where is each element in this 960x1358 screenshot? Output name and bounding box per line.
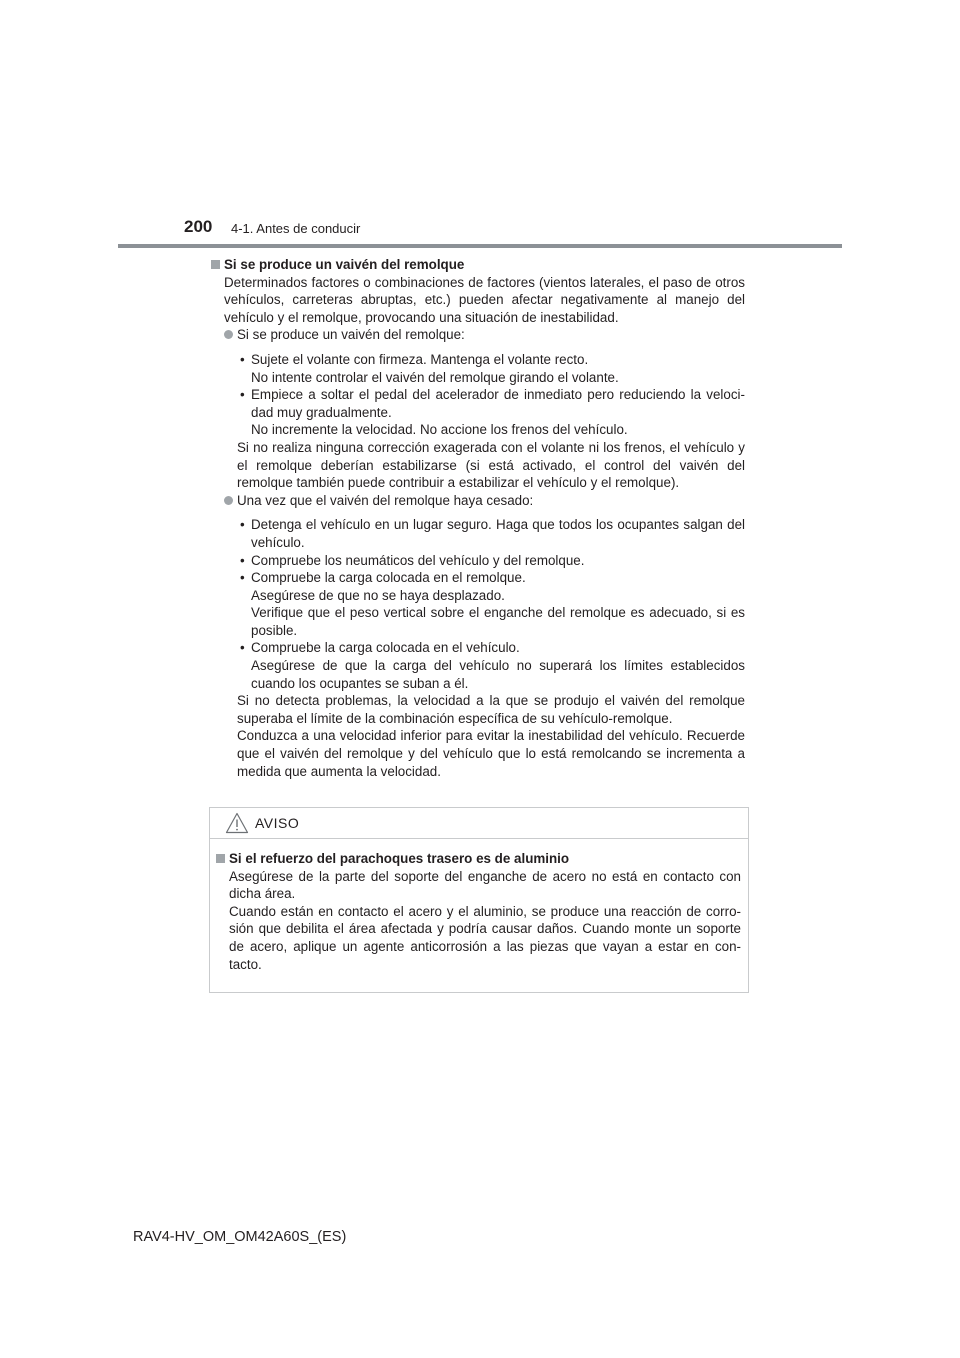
swaying-steps	[211, 351, 745, 492]
warning-content	[216, 850, 741, 973]
page-number: 200	[184, 217, 213, 236]
swaying-note: Si no realiza ninguna corrección exagerada con el volante ni los frenos, el vehículo y el remolque deberían estabilizarse (si está activado, el control del vaivén del remolque también puede contribuir a estabilizar el vehículo y el remolque).	[237, 439, 745, 491]
section-title: 4-1. Antes de conducir	[231, 221, 361, 236]
warning-label: AVISO	[255, 815, 300, 831]
step-steering: • Sujete el volante con firmeza. Mantenga el volante recto. No intente controlar el vaivén del remolque girando el volante.	[240, 351, 619, 385]
after-swaying-steps	[211, 516, 745, 780]
circle-bullet-icon	[224, 330, 233, 339]
step-check-trailer-load: • Compruebe la carga colocada en el remolque. Asegúrese de que no se haya desplazado. Verifique que el peso vertical sobre el enganche del remolque es adecuado, si es posible.	[240, 570, 745, 638]
list-item-swaying: Si se produce un vaivén del remolque:	[211, 326, 745, 344]
step-stop-vehicle: • Detenga el vehículo en un lugar seguro. Haga que todos los ocupantes salgan del vehículo.	[240, 517, 745, 550]
warning-box-header	[210, 808, 748, 839]
circle-bullet-icon	[224, 496, 233, 505]
step-check-tires: • Compruebe los neumáticos del vehículo y del remolque.	[240, 552, 585, 568]
step-check-vehicle-load: • Compruebe la carga colocada en el vehículo. Asegúrese de que la carga del vehículo no superará los límites establecidos cuando los ocupantes se suban a él.	[240, 640, 745, 691]
header-divider	[118, 244, 842, 248]
warning-box	[209, 807, 749, 993]
step-accelerator: • Empiece a soltar el pedal del acelerador de inmediato pero reduciendo la veloci-dad muy gradualmente. No incremente la velocidad. No accione los frenos del vehículo.	[240, 387, 745, 438]
square-bullet-icon	[211, 260, 220, 269]
intro-paragraph: Determinados factores o combinaciones de factores (vientos laterales, el paso de otros vehículos, carreteras abruptas, etc.) pueden afectar negativamente al manejo del vehículo y el remolque, provocando una situación de inestabilidad.	[224, 274, 745, 325]
warning-paragraph-2: Cuando están en contacto el acero y el aluminio, se produce una reacción de corro-sión que debilita el área afectada y podría causar daños. Cuando monte un soporte de acero, aplique un agente anticorrosión a las piezas que vayan a estar en con-tacto.	[229, 903, 741, 972]
speed-note: Conduzca a una velocidad inferior para evitar la inestabilidad del vehículo. Recuerde que el vaivén del remolque y del vehículo que lo está remolcando se incrementa a medida que aumenta la velocidad.	[237, 728, 745, 779]
section-heading: Si se produce un vaivén del remolque	[211, 256, 745, 274]
square-bullet-icon	[216, 854, 225, 863]
main-content	[211, 256, 745, 780]
list-item-after-swaying: Una vez que el vaivén del remolque haya cesado:	[211, 492, 745, 510]
footer-document-id: RAV4-HV_OM_OM42A60S_(ES)	[133, 1229, 347, 1245]
warning-heading: Si el refuerzo del parachoques trasero es de aluminio	[216, 850, 741, 868]
after-swaying-note: Si no detecta problemas, la velocidad a la que se produjo el vaivén del remolque superaba el límite de la combinación específica de su vehículo-remolque.	[237, 693, 745, 726]
warning-paragraph-1: Asegúrese de la parte del soporte del enganche de acero no está en contacto con dicha área.	[229, 868, 741, 902]
warning-triangle-icon	[225, 812, 249, 834]
